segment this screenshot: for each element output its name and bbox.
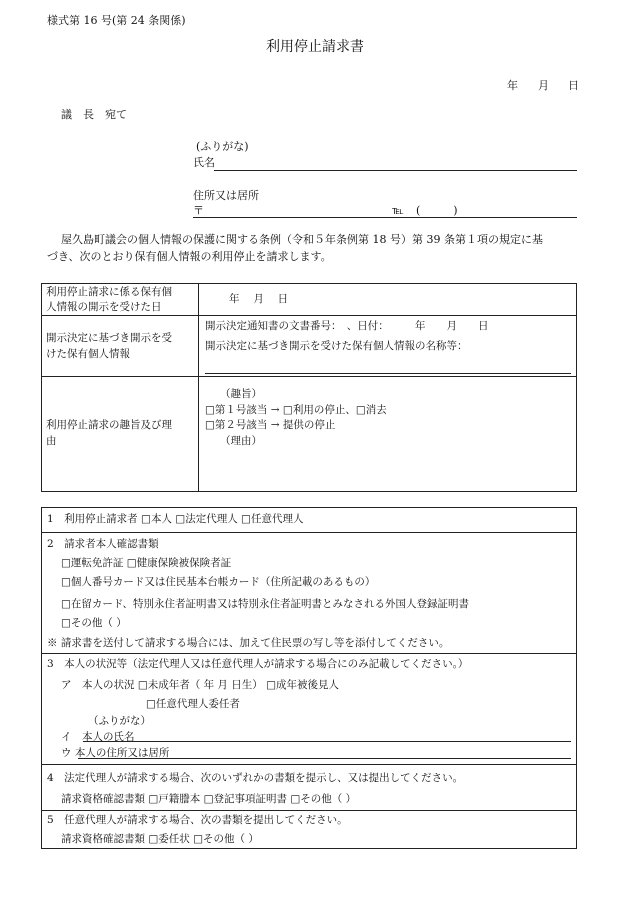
furigana-label: (ふりがな) bbox=[196, 140, 249, 153]
row1-label-1: 利用停止請求に係る保有個 bbox=[46, 286, 172, 298]
tel-label: ℡ bbox=[392, 204, 404, 217]
row1-label-2: 人情報の開示を受けた日 bbox=[46, 301, 162, 313]
intro-line-2: づき、次のとおり保有個人情報の利用停止を請求します。 bbox=[47, 250, 332, 263]
legal-agent-title: 4 法定代理人が請求する場合、次のいずれかの書類を提示し、又は提出してください。 bbox=[47, 772, 464, 784]
name-label: 氏名 bbox=[193, 156, 215, 169]
date-day: 日 bbox=[568, 79, 579, 92]
reason-heading[interactable]: （理由） bbox=[220, 435, 262, 447]
notice-number-date[interactable]: 開示決定通知書の文書番号： 、日付： 年 月 日 bbox=[205, 320, 489, 332]
date-month: 月 bbox=[538, 79, 549, 92]
address-label: 住所又は居所 bbox=[193, 189, 259, 202]
row3-label-1: 利用停止請求の趣旨及び理 bbox=[46, 419, 172, 431]
requester-type-row[interactable]: 1 利用停止請求者 □本人 □法定代理人 □任意代理人 bbox=[47, 513, 304, 525]
form-number: 様式第 16 号(第 24 条関係) bbox=[47, 14, 186, 27]
disclosure-date[interactable]: 年 月 日 bbox=[229, 293, 289, 305]
voluntary-agent-title: 5 任意代理人が請求する場合、次の書類を提出してください。 bbox=[47, 814, 348, 826]
principal-status-title: 3 本人の状況等（法定代理人又は任意代理人が請求する場合にのみ記載してください。） bbox=[47, 658, 469, 670]
row2-label-2: けた保有個人情報 bbox=[46, 348, 130, 360]
row3-label-2: 由 bbox=[46, 435, 57, 447]
id-option-residence-card[interactable]: □在留カード、特別永住者証明書又は特別永住者証明書とみなされる外国人登録証明書 bbox=[61, 598, 469, 610]
id-option-other[interactable]: □その他（ ） bbox=[61, 617, 127, 629]
addressee: 議 長 宛て bbox=[61, 108, 127, 121]
voluntary-agent-documents[interactable]: 請求資格確認書類 □委任状 □その他（ ） bbox=[61, 833, 259, 845]
address-field-line[interactable] bbox=[193, 217, 577, 218]
id-documents-title: 2 請求者本人確認書類 bbox=[47, 538, 159, 550]
intro-line-1: 屋久島町議会の個人情報の保護に関する条例（令和５年条例第 18 号）第 39 条第１項の規定に基 bbox=[61, 233, 543, 246]
id-option-mynumber[interactable]: □個人番号カード又は住民基本台帳カード（住所記載のあるもの） bbox=[61, 576, 376, 588]
item2-checkbox[interactable]: □第２号該当 → 提供の停止 bbox=[205, 419, 336, 431]
legal-agent-documents[interactable]: 請求資格確認書類 □戸籍謄本 □登記事項証明書 □その他（ ） bbox=[61, 793, 357, 805]
principal-status-mandator[interactable]: □任意代理人委任者 bbox=[146, 698, 240, 710]
name-field-line[interactable] bbox=[214, 170, 577, 171]
principal-status-options[interactable]: ア 本人の状況 □未成年者（ 年 月 日生） □成年被後見人 bbox=[61, 679, 340, 691]
principal-furigana-label: （ふりがな） bbox=[88, 715, 151, 727]
principal-address-label[interactable]: ウ 本人の住所又は居所 bbox=[61, 747, 170, 759]
row2-label-1: 開示決定に基づき開示を受 bbox=[46, 332, 172, 344]
purpose-heading: （趣旨） bbox=[220, 388, 262, 400]
date-year: 年 bbox=[507, 79, 518, 92]
id-documents-note: ※ 請求書を送付して請求する場合には、加えて住民票の写し等を添付してください。 bbox=[47, 637, 450, 649]
id-option-license[interactable]: □運転免許証 □健康保険被保険者証 bbox=[61, 557, 232, 569]
principal-name-label[interactable]: イ 本人の氏名 bbox=[61, 731, 135, 743]
postal-mark: 〒 bbox=[193, 204, 204, 217]
document-title: 利用停止請求書 bbox=[266, 39, 364, 55]
tel-paren: ( ) bbox=[416, 204, 458, 217]
item1-checkbox[interactable]: □第１号該当 → □利用の停止、□消去 bbox=[205, 404, 387, 416]
disclosed-info-name[interactable]: 開示決定に基づき開示を受けた保有個人情報の名称等： bbox=[205, 340, 468, 352]
